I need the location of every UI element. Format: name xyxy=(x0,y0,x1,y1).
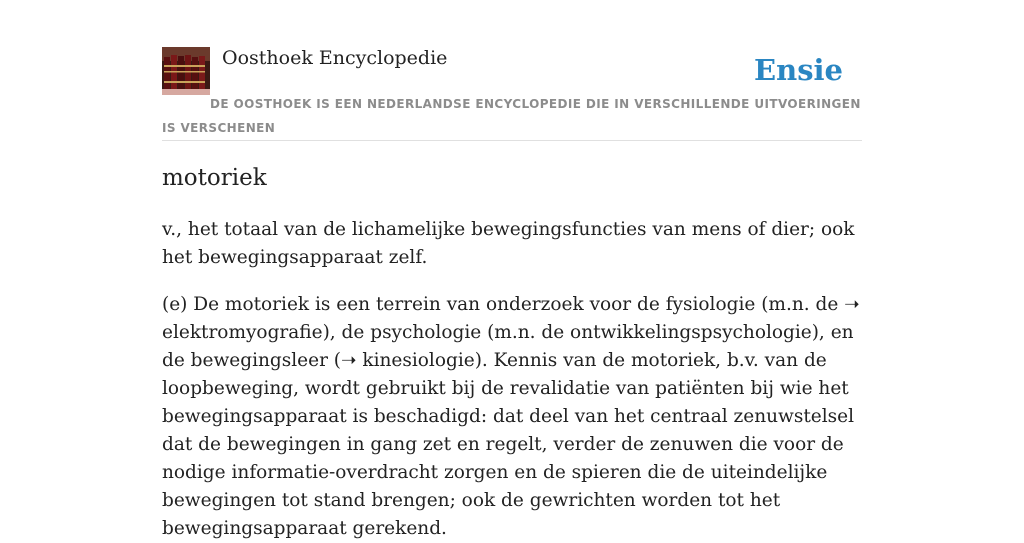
site-tagline: DE OOSTHOEK IS EEN NEDERLANDSE ENCYCLOPEDIE DIE IN VERSCHILLENDE UITVOERINGEN IS VERSCHENEN xyxy=(162,97,861,135)
entry-term: motoriek xyxy=(162,165,267,191)
entry-description: (e) De motoriek is een terrein van onderzoek voor de fysiologie (m.n. de ➝ elektromyografie), de psychologie (m.n. de ontwikkelingspsychologie), en de bewegingsleer (➝ kinesiologie). Kennis van de motoriek, b.v. van de loopbeweging, wordt gebruikt bij de revalidatie van patiënten bij wie het bewegingsapparaat is beschadigd: dat deel van het centraal zenuwstelsel dat de bewegingen in gang zet en regelt, verder de zenuwen die voor de nodige informatie-overdracht zorgen en de spieren die de uiteindelijke bewegingen tot stand brengen; ook de gewrichten worden tot het bewegingsapparaat gerekend. xyxy=(162,294,860,539)
site-title[interactable]: Oosthoek Encyclopedie xyxy=(222,47,448,69)
site-header xyxy=(162,46,862,141)
entry-definition: v., het totaal van de lichamelijke bewegingsfuncties van mens of dier; ook het bewegingsapparaat zelf. xyxy=(162,219,855,268)
brand-logo[interactable]: Ensie xyxy=(754,53,843,87)
encyclopedia-books-icon[interactable] xyxy=(162,47,210,95)
entry-content xyxy=(162,160,862,543)
